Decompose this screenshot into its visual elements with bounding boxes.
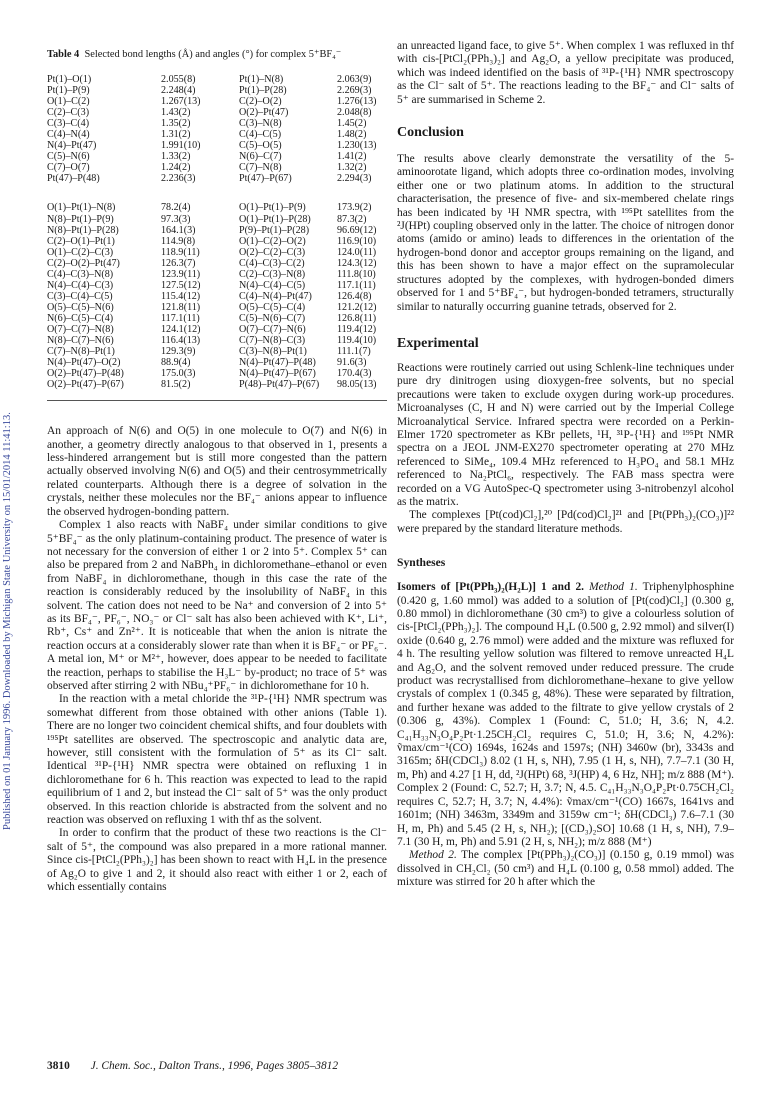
- bond-label: C(7)–N(8): [239, 162, 282, 174]
- bond-label: C(2)–O(2)–Pt(47): [47, 257, 120, 269]
- body-paragraph: In order to confirm that the product of these two reactions is the Cl⁻ salt of 5⁺, the compound was also prepared in a more rational manner. Since cis-[PtCl₂(PPh₃)₂] has been shown to react with H₄L in the presence of Ag₂O to give 1 and 2, it should also react with either 1 or 2, each of which essentially contains: [47, 827, 387, 894]
- bond-value: 173.9(2): [337, 202, 372, 214]
- bond-angles: [47, 202, 387, 390]
- bond-label: O(1)–C(2)–O(2): [239, 235, 306, 247]
- bond-label: C(2)–C(3)–N(8): [239, 268, 306, 280]
- bond-label: O(2)–Pt(47): [239, 107, 289, 119]
- bond-value: 2.063(9): [337, 74, 372, 85]
- bond-table: [47, 74, 387, 390]
- bond-value: 1.32(2): [337, 162, 367, 174]
- bond-value: 111.8(10): [337, 268, 376, 280]
- bond-value: 121.2(12): [337, 301, 377, 313]
- download-watermark: [2, 150, 16, 830]
- table-row: [47, 368, 387, 379]
- method-label: Method 1.: [589, 581, 638, 594]
- table-caption: [47, 48, 387, 60]
- bond-value: 119.4(10): [337, 335, 377, 347]
- bond-value: 91.6(3): [337, 357, 367, 369]
- bond-value: 1.45(2): [337, 118, 367, 130]
- bond-label: O(1)–Pt(1)–P(28): [239, 213, 311, 225]
- bond-value: 126.3(7): [161, 257, 196, 269]
- table-caption-text: Selected bond lengths (Å) and angles (°) for complex 5⁺BF₄⁻: [84, 49, 342, 60]
- bond-label: Pt(1)–N(8): [239, 74, 284, 85]
- bond-value: 117.1(11): [161, 312, 200, 324]
- bond-label: Pt(47)–P(48): [47, 173, 100, 185]
- bond-label: O(1)–C(2): [47, 96, 90, 108]
- bond-label: N(4)–C(4)–C(5): [239, 279, 306, 291]
- bond-value: 1.35(2): [161, 118, 191, 130]
- bond-label: C(3)–N(8)–Pt(1): [239, 346, 307, 358]
- bond-value: 124.1(12): [161, 323, 201, 335]
- left-column: [47, 40, 387, 894]
- bond-value: 98.05(13): [337, 379, 377, 391]
- bond-value: 1.230(13): [337, 140, 377, 152]
- bond-value: 1.48(2): [337, 129, 367, 141]
- table-row: [47, 129, 387, 140]
- table-row: [47, 346, 387, 357]
- table-row: [47, 291, 387, 302]
- bond-label: C(7)–N(8)–Pt(1): [47, 346, 115, 358]
- table-row: [47, 74, 387, 85]
- bond-label: C(4)–C(5): [239, 129, 282, 141]
- bond-value: 1.43(2): [161, 107, 191, 119]
- body-paragraph: an unreacted ligand face, to give 5⁺. When complex 1 was refluxed in thf with cis-[PtCl₂(PPh₃)₂] and Ag₂O, a yellow precipitate was produced, which was indeed identified on the basis of ³¹P-{¹H} NMR spectroscopy as the Cl⁻ salt of 5⁺. The reactions leading to the BF₄⁻ and Cl⁻ salts of 5⁺ are summarised in Scheme 2.: [397, 40, 734, 106]
- table-row: [47, 107, 387, 118]
- bond-label: Pt(47)–P(67): [239, 173, 292, 185]
- bond-value: 175.0(3): [161, 368, 196, 380]
- experimental-paragraph: Reactions were routinely carried out using Schlenk-line techniques under pure dry dinitrogen using dioxygen-free solvents, but no special precautions were taken to exclude oxygen during work-up procedures. Microanalyses (C, H and N) were carried out by the Imperial College Microanalytical Service. Infrared spectra were recorded on a Perkin-Elmer 1720 spectrometer as KBr pellets, ¹H, ³¹P-{¹H} and ¹⁹⁵Pt NMR spectra on a JEOL JNM-EX270 spectrometer operating at 270 MHz referenced to SiMe₄, 109.4 MHz referenced to H₃PO₄ and 58.1 MHz referenced to Na₂PtCl₆, respectively. The FAB mass spectra were recorded on a VG AutoSpec-Q spectrometer using 3-nitrobenzyl alcohol as the matrix.: [397, 361, 734, 508]
- method-label: Method 2.: [409, 849, 457, 862]
- table-row: [47, 225, 387, 236]
- table-row: [47, 280, 387, 291]
- bond-label: C(4)–C(3)–C(2): [239, 257, 305, 269]
- table-row: [47, 96, 387, 107]
- bond-label: C(5)–N(6)–C(7): [239, 312, 306, 324]
- bond-value: 2.248(4): [161, 85, 196, 97]
- bond-value: 121.8(11): [161, 301, 201, 313]
- bond-label: C(2)–O(1)–Pt(1): [47, 235, 115, 247]
- bond-value: 127.5(12): [161, 279, 201, 291]
- bond-label: O(5)–C(5)–N(6): [47, 301, 114, 313]
- bond-label: C(7)–O(7): [47, 162, 90, 174]
- bond-label: C(4)–C(3)–N(8): [47, 268, 114, 280]
- table-row: [47, 85, 387, 96]
- bond-value: 2.269(3): [337, 85, 372, 97]
- bond-label: O(7)–C(7)–N(8): [47, 323, 114, 335]
- bond-value: 1.31(2): [161, 129, 191, 141]
- journal-citation: J. Chem. Soc., Dalton Trans., 1996, Pages 3805–3812: [90, 1060, 339, 1072]
- bond-label: C(3)–C(4): [47, 118, 90, 130]
- bond-value: 111.1(7): [337, 346, 371, 358]
- table-row: [47, 118, 387, 129]
- bond-label: N(6)–C(5)–C(4): [47, 312, 114, 324]
- bond-label: C(2)–C(3): [47, 107, 90, 119]
- bond-lengths: [47, 74, 387, 184]
- method-text: Triphenylphosphine (0.420 g, 1.60 mmol) was added to a solution of [Pt(cod)Cl₂] (0.300 g, 0.80 mmol) in dichloromethane (30 cm³) to give a colourless solution of cis-[PtCl₂(PPh₃)₂]. The compound H₄L (0.500 g, 2.92 mmol) and silver(I) oxide (0.640 g, 2.76 mmol) were added and the mixture was refluxed for 4 h. The resulting yellow solution was filtered to remove unreacted H₄L and Ag₂O, and the solvent removed under reduced pressure. The crude product was recrystallised from dichloromethane–hexane to give yellow crystals of complex 1 (0.345 g, 48%). These were separated by filtration, and further hexane was added to the filtrate to give yellow crystals of 2 (0.306 g, 43%). Complex 1 (Found: C, 51.0; H, 3.6; N, 4.2. C₄₁H₃₃N₃O₄P₂Pt·1.25CH₂Cl₂ requires C, 51.0; H, 3.6; N, 4.2%): ṽmax/cm⁻¹(CO) 1694s, 1624s and 1597s; (NH) 3460w (br), 3343s and 3165m; δH(CDCl₃) 8.02 (1 H, s, NH), 7.95 (1 H, s, NH), 7.7–7.1 (30 H, m, Ph) and 4.27 [1 H, dd, ²J(HPt) 68, ³J(HP) 4, 6 Hz, NH]; m/z 888 (M⁺). Complex 2 (Found: C, 52.7; H, 3.7; N, 4.5. C₄₁H₃₃N₃O₄P₂Pt·0.75CH₂Cl₂ requires C, 52.7; H, 3.7; N, 4.4%): ṽmax/cm⁻¹(CO) 1667s, 1641vs and 1601m; (NH) 3463m, 3349m and 3159w cm⁻¹; δH(CDCl₃) 7.6–7.1 (30 H, m, Ph) and 5.45 (2 H, s, NH₂); [(CD₃)₂SO] 10.68 (1 H, s, NH), 7.9–7.1 (30 H, m, Ph) and 5.91 (2 H, s, NH₂); m/z 888 (M⁺): [397, 581, 734, 848]
- table-row: [47, 258, 387, 269]
- table-row: [47, 162, 387, 173]
- bond-label: C(7)–N(8)–C(3): [239, 335, 306, 347]
- bond-label: O(1)–C(2)–C(3): [47, 246, 114, 258]
- table-row: [47, 302, 387, 313]
- bond-value: 126.8(11): [337, 312, 377, 324]
- bond-value: 1.33(2): [161, 151, 191, 163]
- bond-label: O(7)–C(7)–N(6): [239, 323, 306, 335]
- bond-label: O(1)–Pt(1)–N(8): [47, 202, 116, 214]
- bond-value: 2.294(3): [337, 173, 372, 185]
- bond-value: 116.9(10): [337, 235, 377, 247]
- bond-label: Pt(1)–P(28): [239, 85, 287, 97]
- bond-value: 164.1(3): [161, 224, 196, 236]
- bond-label: O(5)–C(5)–C(4): [239, 301, 306, 313]
- body-paragraph: An approach of N(6) and O(5) in one molecule to O(7) and N(6) in another, a geometry directly analogous to that observed in 1, presents a less-hindered arrangement but is still more congested than the pattern actually observed involving N(6) and O(5) and their centrosymmetrically related counterparts. Although there is a degree of solvation in the crystals, neither these molecules nor the BF₄⁻ anions appear to influence the observed hydrogen-bonding pattern.: [47, 425, 387, 518]
- bond-label: N(8)–Pt(1)–P(9): [47, 213, 114, 225]
- bond-value: 126.4(8): [337, 290, 372, 302]
- body-paragraph: In the reaction with a metal chloride the ³¹P-{¹H} NMR spectrum was somewhat different from those obtained with other anions (Table 1). There are no longer two coincident chemical shifts, and four doublets with ¹⁹⁵Pt satellites are observed. The spectroscopic and analytic data are, however, still consistent with the formulation of 5⁺ as its Cl⁻ salt. Identical ³¹P-{¹H} NMR spectra were obtained on refluxing 1 in dichloromethane for 6 h. This reaction was expected to lead to the rapid equilibrium of 1 and 2, but instead the Cl⁻ salt of 5⁺ was the only product observed. In this reaction chloride is abstracted from the solvent and no reaction was observed on refluxing 1 with thf as the solvent.: [47, 693, 387, 827]
- bond-label: Pt(1)–O(1): [47, 74, 92, 85]
- right-column: [397, 40, 734, 890]
- bond-value: 123.9(11): [161, 268, 201, 280]
- bond-value: 96.69(12): [337, 224, 377, 236]
- synthesis-paragraph: [397, 581, 734, 849]
- table-row: [47, 236, 387, 247]
- bond-value: 87.3(2): [337, 213, 367, 225]
- bond-value: 115.4(12): [161, 290, 201, 302]
- bond-value: 88.9(4): [161, 357, 191, 369]
- page-footer: [47, 1060, 338, 1072]
- syntheses-heading: Syntheses: [397, 556, 446, 570]
- bond-label: P(9)–Pt(1)–P(28): [239, 224, 310, 236]
- method-text: The complex [Pt(PPh₃)₂(CO₃)] (0.150 g, 0.19 mmol) was dissolved in CH₂Cl₂ (50 cm³) and H₄L (0.100 g, 0.58 mmol) added. The mixture was stirred for 20 h after which the: [397, 849, 735, 889]
- bond-value: 97.3(3): [161, 213, 191, 225]
- bond-label: C(3)–C(4)–C(5): [47, 290, 113, 302]
- bond-value: 1.24(2): [161, 162, 191, 174]
- conclusion-heading: Conclusion: [397, 125, 464, 141]
- table-row: [47, 214, 387, 225]
- bond-label: C(4)–N(4): [47, 129, 90, 141]
- bond-label: O(2)–Pt(47)–P(67): [47, 379, 124, 391]
- bond-value: 116.4(13): [161, 335, 201, 347]
- bond-value: 1.276(13): [337, 96, 377, 108]
- bond-label: N(4)–C(4)–C(3): [47, 279, 114, 291]
- table-row: [47, 379, 387, 390]
- table-row: [47, 313, 387, 324]
- table-row: [47, 247, 387, 258]
- bond-value: 81.5(2): [161, 379, 191, 391]
- bond-value: 124.0(11): [337, 246, 377, 258]
- table-row: [47, 151, 387, 162]
- bond-value: 118.9(11): [161, 246, 200, 258]
- table-row: [47, 357, 387, 368]
- bond-label: N(4)–Pt(47)–P(48): [239, 357, 316, 369]
- bond-label: N(6)–C(7): [239, 151, 282, 163]
- bond-value: 78.2(4): [161, 202, 191, 214]
- page-number: 3810: [47, 1060, 70, 1072]
- bond-value: 117.1(11): [337, 279, 376, 291]
- bond-value: 114.9(8): [161, 235, 196, 247]
- table-spacer: [47, 184, 387, 202]
- bond-label: N(8)–C(7)–N(6): [47, 335, 114, 347]
- bond-label: N(4)–Pt(47)–P(67): [239, 368, 316, 380]
- table-row: [47, 335, 387, 346]
- bond-label: C(3)–N(8): [239, 118, 282, 130]
- download-watermark-text: Published on 01 January 1996. Downloaded by Michigan State University on 15/01/2014 11:41:13.: [2, 412, 13, 830]
- bond-label: N(4)–Pt(47): [47, 140, 97, 152]
- synthesis-paragraph: [397, 849, 734, 889]
- body-paragraph: Complex 1 also reacts with NaBF₄ under similar conditions to give 5⁺BF₄⁻ as the only platinum-containing product. The presence of water is not necessary for the conversion of either 1 or 2 into 5⁺. Complex 5⁺ can also be prepared from 2 and NaBPh₄ in dichloromethane–ethanol or even from NaBF₄ in dichloromethane, though in this case the rate of the reaction is considerably reduced by the insolubility of NaBF₄ in this solvent. The cation does not need to be Na⁺ and conversion of 2 into 5⁺ as its BF₄⁻, PF₆⁻, NO₃⁻ or Cl⁻ salt has also been achieved with K⁺, Li⁺, Rb⁺, Cs⁺ and Zn²⁺. It is noticeable that when the anion is nitrate the reaction occurs at a considerably slower rate than when it is BF₄⁻ or PF₆⁻. A metal ion, M⁺ or M²⁺, however, does appear to be needed to facilitate the reaction, perhaps to stabilise the H₃L⁻ by-product; no trace of 5⁺ was observed after stirring 2 with NBu₄⁺PF₆⁻ in dichloromethane for 10 h.: [47, 519, 387, 692]
- table-row: [47, 140, 387, 151]
- bond-label: P(48)–Pt(47)–P(67): [239, 379, 320, 391]
- bond-value: 129.3(9): [161, 346, 196, 358]
- bond-label: C(5)–O(5): [239, 140, 282, 152]
- bond-label: N(4)–Pt(47)–O(2): [47, 357, 121, 369]
- bond-label: C(5)–N(6): [47, 151, 90, 163]
- bond-label: Pt(1)–P(9): [47, 85, 90, 97]
- conclusion-paragraph: The results above clearly demonstrate the versatility of the 5-aminoorotate ligand, which adopts three co-ordination modes, involving either one or two platinum atoms. In addition to the structural characterisation, the presence of five- and six-membered chelate rings has been indicated by ¹H NMR spectra, with ¹⁹⁵Pt satellites from the ²J(HPt) coupling observed only in the latter. The choice of nitrogen donor atoms (amido or amino) leads to differences in the orientation of the hydrogen-bond donor and acceptor groups remaining on the ligand, and this has been shown to have a major effect on the supramolecular structures adopted by the complexes, with hydrogen-bonded dimers observed for 1 and 5⁺BF₄⁻, but hydrogen-bonded tetramers, structurally similar to naturally occurring guanine tetrads, observed for 2.: [397, 153, 734, 313]
- bond-value: 124.3(12): [337, 257, 377, 269]
- bond-label: O(2)–Pt(47)–P(48): [47, 368, 124, 380]
- table-label: Table 4: [47, 49, 80, 60]
- bond-label: C(4)–N(4)–Pt(47): [239, 290, 312, 302]
- bond-label: O(1)–Pt(1)–P(9): [239, 202, 306, 214]
- synthesis-title: Isomers of [Pt(PPh₃)₂(H₂L)] 1 and 2.: [397, 581, 584, 594]
- bond-label: C(2)–O(2): [239, 96, 282, 108]
- table-row: [47, 202, 387, 213]
- bond-value: 2.048(8): [337, 107, 372, 119]
- bond-value: 2.236(3): [161, 173, 196, 185]
- table-row: [47, 324, 387, 335]
- bond-value: 1.41(2): [337, 151, 367, 163]
- table-row: [47, 173, 387, 184]
- bond-label: O(2)–C(2)–C(3): [239, 246, 306, 258]
- experimental-paragraph: The complexes [Pt(cod)Cl₂],²⁰ [Pd(cod)Cl₂]²¹ and [Pt(PPh₃)₂(CO₃)]²² were prepared by the standard literature methods.: [397, 509, 734, 535]
- bond-value: 1.267(13): [161, 96, 201, 108]
- bond-label: N(8)–Pt(1)–P(28): [47, 224, 119, 236]
- bond-value: 119.4(12): [337, 323, 377, 335]
- experimental-heading: Experimental: [397, 335, 479, 351]
- bond-value: 2.055(8): [161, 74, 196, 85]
- table-rule: [47, 400, 387, 401]
- bond-value: 1.991(10): [161, 140, 201, 152]
- table-row: [47, 269, 387, 280]
- bond-value: 170.4(3): [337, 368, 372, 380]
